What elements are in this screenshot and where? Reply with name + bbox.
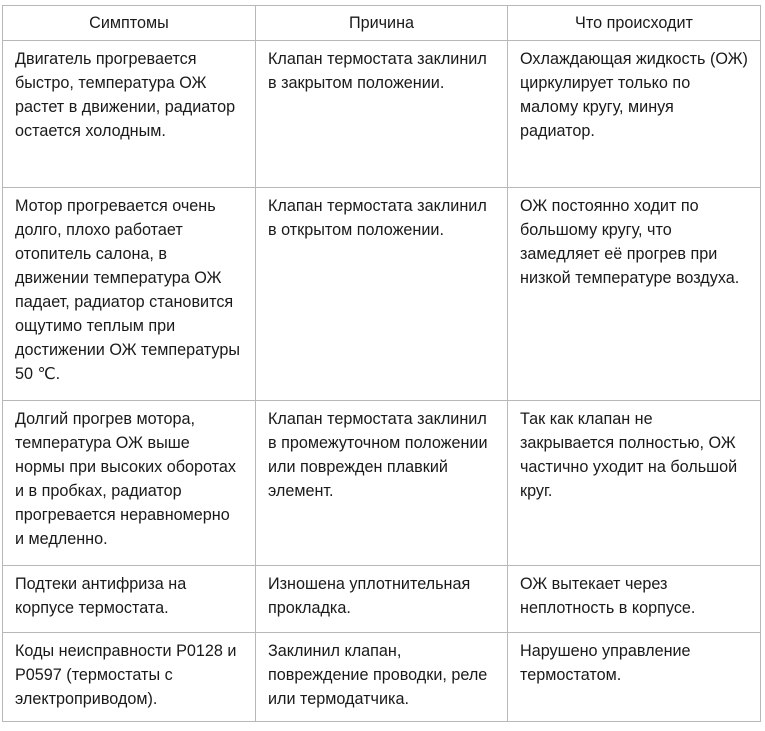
cell-symptoms: Двигатель прогревается быстро, температура ОЖ растет в движении, радиатор остается холодным.	[3, 41, 256, 188]
cell-what-happens: Так как клапан не закрывается полностью, ОЖ частично уходит на большой круг.	[508, 401, 761, 566]
table-row	[3, 633, 761, 722]
cell-what-happens: Нарушено управление термостатом.	[508, 633, 761, 722]
table-row	[3, 566, 761, 633]
table-header-row	[3, 6, 761, 41]
header-symptoms: Симптомы	[3, 6, 256, 41]
cell-cause: Клапан термостата заклинил в промежуточном положении или поврежден плавкий элемент.	[256, 401, 508, 566]
table-row	[3, 188, 761, 401]
cell-symptoms: Мотор прогревается очень долго, плохо работает отопитель салона, в движении температура ОЖ падает, радиатор становится ощутимо теплым при достижении ОЖ температуры 50 ℃.	[3, 188, 256, 401]
cell-symptoms: Коды неисправности P0128 и P0597 (термостаты с электроприводом).	[3, 633, 256, 722]
header-what-happens: Что происходит	[508, 6, 761, 41]
cell-cause: Изношена уплотнительная прокладка.	[256, 566, 508, 633]
thermostat-faults-table	[2, 5, 761, 722]
cell-what-happens: ОЖ постоянно ходит по большому кругу, что замедляет её прогрев при низкой температуре воздуха.	[508, 188, 761, 401]
cell-cause: Клапан термостата заклинил в закрытом положении.	[256, 41, 508, 188]
cell-cause: Заклинил клапан, повреждение проводки, реле или термодатчика.	[256, 633, 508, 722]
cell-symptoms: Подтеки антифриза на корпусе термостата.	[3, 566, 256, 633]
table-row	[3, 401, 761, 566]
cell-what-happens: ОЖ вытекает через неплотность в корпусе.	[508, 566, 761, 633]
thermostat-faults-table-container	[2, 5, 760, 722]
cell-what-happens: Охлаждающая жидкость (ОЖ) циркулирует только по малому кругу, минуя радиатор.	[508, 41, 761, 188]
cell-symptoms: Долгий прогрев мотора, температура ОЖ выше нормы при высоких оборотах и в пробках, радиатор прогревается неравномерно и медленно.	[3, 401, 256, 566]
header-cause: Причина	[256, 6, 508, 41]
cell-cause: Клапан термостата заклинил в открытом положении.	[256, 188, 508, 401]
table-row	[3, 41, 761, 188]
